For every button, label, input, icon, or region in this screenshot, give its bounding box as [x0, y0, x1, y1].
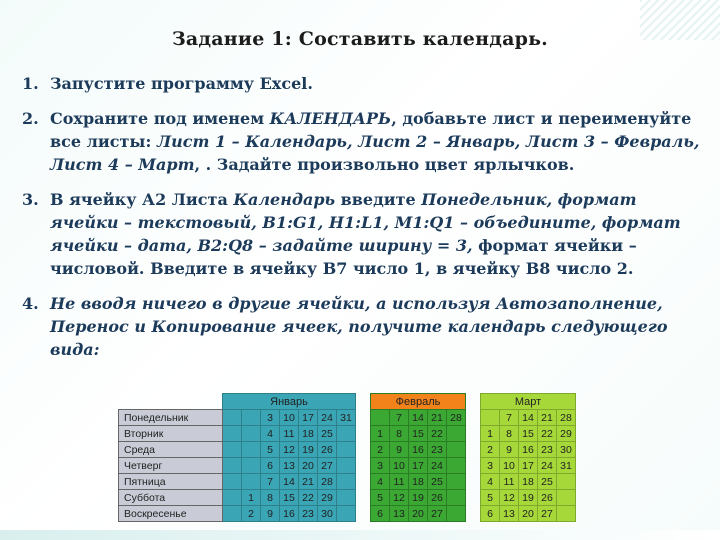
march-date-cell: 20: [519, 506, 538, 522]
february-date-cell: [447, 458, 466, 474]
separator-cell: [466, 394, 481, 410]
march-date-cell: 6: [481, 506, 500, 522]
march-date-cell: 8: [500, 426, 519, 442]
separator-cell: [466, 458, 481, 474]
february-date-cell: 14: [409, 410, 428, 426]
task-number: 1.: [22, 74, 39, 93]
february-date-cell: 6: [371, 506, 390, 522]
calendar-row: [119, 474, 576, 490]
separator-cell: [466, 442, 481, 458]
march-date-cell: 19: [519, 490, 538, 506]
march-date-cell: [557, 506, 576, 522]
january-date-cell: [337, 490, 356, 506]
calendar-row: [119, 442, 576, 458]
march-date-cell: 9: [500, 442, 519, 458]
january-date-cell: 23: [299, 506, 318, 522]
weekday-label: Понедельник: [119, 410, 223, 426]
calendar-row: [119, 410, 576, 426]
march-date-cell: 10: [500, 458, 519, 474]
february-date-cell: 2: [371, 442, 390, 458]
march-date-cell: 27: [538, 506, 557, 522]
january-date-cell: [337, 442, 356, 458]
calendar-table-wrap: [118, 393, 576, 522]
separator-cell: [356, 490, 371, 506]
task-item: [22, 292, 702, 361]
january-date-cell: 26: [318, 442, 337, 458]
task-text-segment: Не вводя ничего в другие ячейки, а используя Автозаполнение, Перенос и Копирование ячеек, получите календарь следующего вида:: [50, 294, 668, 359]
february-date-cell: 17: [409, 458, 428, 474]
january-date-cell: [223, 474, 242, 490]
march-date-cell: 17: [519, 458, 538, 474]
january-date-cell: 3: [261, 410, 280, 426]
january-date-cell: 16: [280, 506, 299, 522]
march-date-cell: 22: [538, 426, 557, 442]
task-text-segment: формат ячейки – числовой. Введите в ячейку B7 число 1, в ячейку B8 число 2.: [50, 236, 637, 278]
page-title: Задание 1: Составить календарь.: [172, 28, 548, 50]
january-date-cell: 10: [280, 410, 299, 426]
january-date-cell: [223, 442, 242, 458]
january-date-cell: 15: [280, 490, 299, 506]
march-date-cell: 7: [500, 410, 519, 426]
weekday-label: Вторник: [119, 426, 223, 442]
february-date-cell: 28: [447, 410, 466, 426]
march-date-cell: 26: [538, 490, 557, 506]
separator-cell: [356, 426, 371, 442]
march-date-cell: 11: [500, 474, 519, 490]
january-date-cell: 8: [261, 490, 280, 506]
task-text: [50, 188, 702, 280]
weekday-label: Пятница: [119, 474, 223, 490]
march-date-cell: 23: [538, 442, 557, 458]
january-date-cell: [223, 458, 242, 474]
task-text-segment: Понедельник, формат ячейки – текстовый, В1:G1, H1:L1, M1:Q1 – объедините, формат ячейки – дата, В2:Q8 – задайте ширину = 3,: [50, 190, 681, 255]
task-list: [22, 72, 702, 373]
january-date-cell: 5: [261, 442, 280, 458]
february-date-cell: 16: [409, 442, 428, 458]
march-date-cell: 3: [481, 458, 500, 474]
separator-cell: [466, 426, 481, 442]
february-date-cell: 13: [390, 506, 409, 522]
march-date-cell: 12: [500, 490, 519, 506]
march-date-cell: 1: [481, 426, 500, 442]
march-date-cell: 31: [557, 458, 576, 474]
january-date-cell: 19: [299, 442, 318, 458]
january-date-cell: 1: [242, 490, 261, 506]
february-date-cell: [447, 506, 466, 522]
task-text-segment: введите: [335, 190, 422, 209]
february-date-cell: 10: [390, 458, 409, 474]
separator-cell: [356, 442, 371, 458]
march-date-cell: 5: [481, 490, 500, 506]
task-number: 3.: [22, 190, 39, 209]
separator-cell: [356, 410, 371, 426]
separator-cell: [356, 506, 371, 522]
february-date-cell: 15: [409, 426, 428, 442]
february-date-cell: 24: [428, 458, 447, 474]
task-text: [50, 292, 702, 361]
january-date-cell: [242, 474, 261, 490]
february-date-cell: 25: [428, 474, 447, 490]
march-date-cell: [557, 490, 576, 506]
february-date-cell: 9: [390, 442, 409, 458]
january-date-cell: 4: [261, 426, 280, 442]
february-date-cell: 8: [390, 426, 409, 442]
january-date-cell: [337, 458, 356, 474]
march-date-cell: [481, 410, 500, 426]
february-date-cell: 22: [428, 426, 447, 442]
january-date-cell: 6: [261, 458, 280, 474]
february-date-cell: 4: [371, 474, 390, 490]
calendar-header-row: [119, 394, 576, 410]
january-date-cell: 20: [299, 458, 318, 474]
february-date-cell: 12: [390, 490, 409, 506]
march-date-cell: 28: [557, 410, 576, 426]
march-date-cell: 14: [519, 410, 538, 426]
weekday-label: Суббота: [119, 490, 223, 506]
january-date-cell: [242, 426, 261, 442]
january-date-cell: [223, 426, 242, 442]
separator-cell: [466, 490, 481, 506]
task-item: [22, 107, 702, 176]
march-date-cell: 21: [538, 410, 557, 426]
february-date-cell: 5: [371, 490, 390, 506]
january-date-cell: 22: [299, 490, 318, 506]
february-date-cell: [371, 410, 390, 426]
task-text-segment: КАЛЕНДАРЬ: [269, 109, 392, 128]
month-header-january: Январь: [223, 394, 356, 410]
weekday-label: Четверг: [119, 458, 223, 474]
january-date-cell: [223, 490, 242, 506]
january-date-cell: 27: [318, 458, 337, 474]
february-date-cell: 11: [390, 474, 409, 490]
february-date-cell: [447, 490, 466, 506]
task-text-segment: Запустите программу Excel.: [50, 74, 313, 93]
task-item: [22, 72, 702, 95]
task-text: [50, 107, 702, 176]
separator-cell: [466, 506, 481, 522]
month-header-february: Февраль: [371, 394, 466, 410]
march-date-cell: 2: [481, 442, 500, 458]
january-date-cell: [242, 458, 261, 474]
weekday-label: Воскресенье: [119, 506, 223, 522]
march-date-cell: 24: [538, 458, 557, 474]
calendar-corner-cell: [119, 394, 223, 410]
march-date-cell: 29: [557, 426, 576, 442]
task-item: [22, 188, 702, 280]
task-text-segment: Календарь: [233, 190, 336, 209]
january-date-cell: 9: [261, 506, 280, 522]
february-date-cell: 19: [409, 490, 428, 506]
february-date-cell: [447, 426, 466, 442]
task-text-segment: Сохраните под именем: [50, 109, 270, 128]
task-text-segment: В ячейку А2 Листа: [50, 190, 234, 209]
february-date-cell: 23: [428, 442, 447, 458]
february-date-cell: 7: [390, 410, 409, 426]
calendar-row: [119, 490, 576, 506]
january-date-cell: [337, 506, 356, 522]
january-date-cell: 18: [299, 426, 318, 442]
january-date-cell: 12: [280, 442, 299, 458]
february-date-cell: [447, 442, 466, 458]
january-date-cell: 17: [299, 410, 318, 426]
january-date-cell: 13: [280, 458, 299, 474]
january-date-cell: 30: [318, 506, 337, 522]
separator-cell: [356, 394, 371, 410]
january-date-cell: [223, 506, 242, 522]
february-date-cell: 20: [409, 506, 428, 522]
task-text-segment: Лист 1 – Календарь, Лист 2 – Январь, Лист 3 – Февраль, Лист 4 – Март: [50, 132, 700, 174]
january-date-cell: [242, 410, 261, 426]
march-date-cell: 18: [519, 474, 538, 490]
february-date-cell: 18: [409, 474, 428, 490]
separator-cell: [356, 474, 371, 490]
january-date-cell: 14: [280, 474, 299, 490]
task-number: 4.: [22, 294, 39, 313]
january-date-cell: 21: [299, 474, 318, 490]
task-text: [50, 72, 702, 95]
january-date-cell: 7: [261, 474, 280, 490]
calendar-table: [118, 393, 576, 522]
calendar-row: [119, 426, 576, 442]
february-date-cell: [447, 474, 466, 490]
january-date-cell: 2: [242, 506, 261, 522]
march-date-cell: 25: [538, 474, 557, 490]
february-date-cell: 1: [371, 426, 390, 442]
calendar-row: [119, 506, 576, 522]
january-date-cell: 24: [318, 410, 337, 426]
february-date-cell: 26: [428, 490, 447, 506]
task-number: 2.: [22, 109, 39, 128]
separator-cell: [356, 458, 371, 474]
january-date-cell: [223, 410, 242, 426]
separator-cell: [466, 474, 481, 490]
task-text-segment: , . Задайте произвольно цвет ярлычков.: [194, 155, 575, 174]
separator-cell: [466, 410, 481, 426]
march-date-cell: 13: [500, 506, 519, 522]
february-date-cell: 21: [428, 410, 447, 426]
january-date-cell: [337, 474, 356, 490]
january-date-cell: 11: [280, 426, 299, 442]
march-date-cell: 15: [519, 426, 538, 442]
march-date-cell: 30: [557, 442, 576, 458]
march-date-cell: 4: [481, 474, 500, 490]
february-date-cell: 27: [428, 506, 447, 522]
january-date-cell: 29: [318, 490, 337, 506]
task-text-segment: , добавьте лист и переименуйте все листы:: [50, 109, 692, 151]
january-date-cell: [337, 426, 356, 442]
january-date-cell: 31: [337, 410, 356, 426]
calendar-row: [119, 458, 576, 474]
january-date-cell: 28: [318, 474, 337, 490]
february-date-cell: 3: [371, 458, 390, 474]
january-date-cell: [242, 442, 261, 458]
weekday-label: Среда: [119, 442, 223, 458]
march-date-cell: 16: [519, 442, 538, 458]
month-header-march: Март: [481, 394, 576, 410]
january-date-cell: 25: [318, 426, 337, 442]
decorative-bottom-band: [0, 530, 720, 540]
march-date-cell: [557, 474, 576, 490]
